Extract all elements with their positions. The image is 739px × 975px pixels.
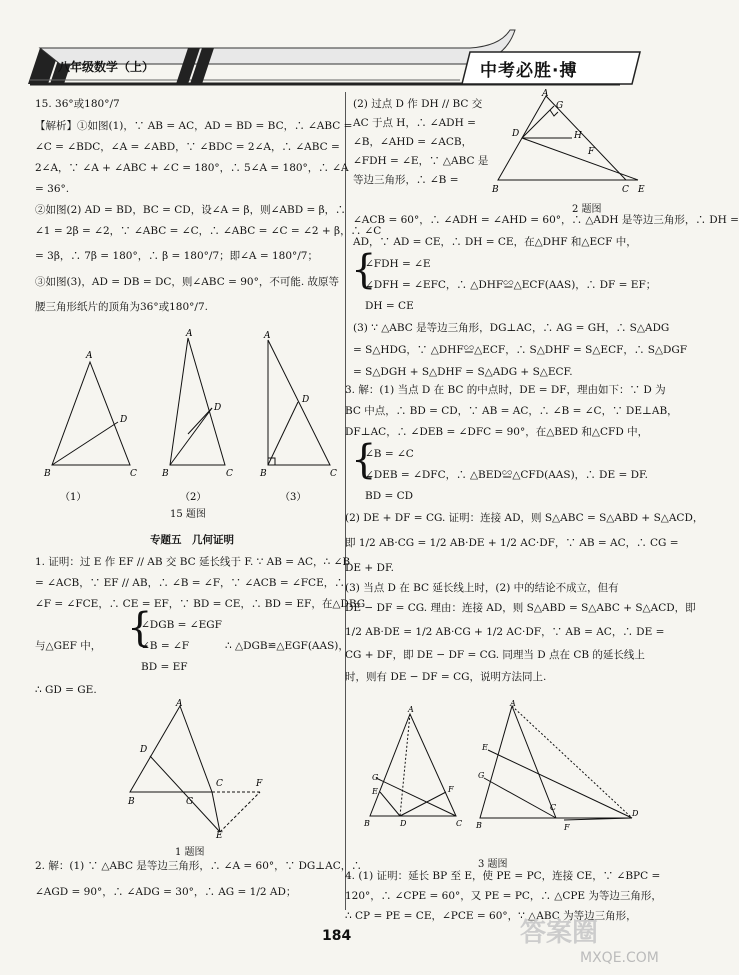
svg-text:A: A xyxy=(86,351,93,361)
text-line: = S△HDG，∵ △DHF≌△ECF，∴ S△DHF = S△ECF，∴ S△DGF xyxy=(353,344,688,356)
text-line: 1. 证明：过 E 作 EF // AB 交 BC 延长线于 F. ∵ AB = AC，∴ ∠B xyxy=(35,556,351,568)
fig1-caption: 1 题图 xyxy=(175,847,205,858)
brand-title: 中考必胜·搏 xyxy=(480,61,578,81)
text-line: ∴ △DGB≌△EGF(AAS)， xyxy=(225,640,349,652)
svg-text:E: E xyxy=(638,185,645,195)
text-line: 时，则有 DE − DF = CG，说明方法同上. xyxy=(345,671,547,683)
text-line: DH = CE xyxy=(365,300,414,312)
text-line: DE + DF. xyxy=(345,562,394,574)
svg-text:C: C xyxy=(130,469,137,479)
text-line: 2∠A，∵ ∠A + ∠ABC + ∠C = 180°，∴ 5∠A = 180°，∴ ∠A xyxy=(35,162,349,174)
figure-2 xyxy=(488,88,668,198)
fig15-label-3: （3） xyxy=(280,492,307,503)
svg-text:G: G xyxy=(372,773,379,782)
text-line: = S△DGH + S△DHF = S△ADG + S△ECF. xyxy=(353,366,573,378)
fig15-label-1: （1） xyxy=(60,492,87,503)
text-line: BD = EF xyxy=(141,661,188,673)
text-line: ∠1 = 2β = ∠2，∵ ∠ABC = ∠C，∴ ∠ABC = ∠C = ∠2 + β，∴ ∠C xyxy=(35,225,382,237)
text-line: ③如图(3)，AD = DB = DC，则∠ABC = 90°，不可能. 故原等 xyxy=(35,276,339,288)
svg-text:G: G xyxy=(186,797,194,807)
text-line: 与△GEF 中， xyxy=(35,640,102,652)
fig2-caption: 2 题图 xyxy=(572,204,602,215)
text-line: = 3β，∴ 7β = 180°，∴ β = 180°/7；即∠A = 180°/7； xyxy=(35,250,318,262)
book-title: 八年级数学（上） xyxy=(58,60,155,74)
text-line: AC 于点 H，∴ ∠ADH = xyxy=(353,117,476,129)
text-line: 即 1/2 AB·CG = 1/2 AB·DE + 1/2 AC·DF，∵ AB = AC，∴ CG = xyxy=(345,537,679,549)
svg-text:A: A xyxy=(542,89,549,99)
text-line: ∴ GD = GE. xyxy=(35,684,97,696)
text-line: CG + DF，即 DE − DF = CG. 同理当 D 点在 CB 的延长线上 xyxy=(345,649,645,661)
text-line: (3) ∵ △ABC 是等边三角形，DG⊥AC，∴ AG = GH，∴ S△ADG xyxy=(353,322,670,334)
svg-text:G: G xyxy=(478,771,485,780)
fig15-caption: 15 题图 xyxy=(170,509,206,520)
section-title: 专题五 几何证明 xyxy=(150,534,234,546)
svg-text:B: B xyxy=(44,469,51,479)
svg-text:E: E xyxy=(372,787,378,796)
svg-text:D: D xyxy=(302,395,310,405)
text-line: 【解析】①如图(1)，∵ AB = AC，AD = BD = BC，∴ ∠ABC = xyxy=(35,120,353,132)
text-line: 4. (1) 证明：延长 BP 至 E，使 PE = PC，连接 CE，∵ ∠BPC = xyxy=(345,870,661,882)
svg-text:C: C xyxy=(216,779,223,789)
text-line: ∠B，∠AHD = ∠ACB， xyxy=(353,136,473,148)
svg-text:G: G xyxy=(556,101,564,111)
svg-text:A: A xyxy=(408,705,414,714)
text-line: AD，∵ AD = CE，∴ DH = CE，在△DHF 和△ECF 中， xyxy=(353,236,637,248)
svg-text:D: D xyxy=(214,403,222,413)
figure-3 xyxy=(360,700,660,840)
svg-text:B: B xyxy=(162,469,169,479)
svg-text:E: E xyxy=(482,743,488,752)
svg-text:D: D xyxy=(140,745,148,755)
svg-text:B: B xyxy=(476,821,482,830)
svg-text:D: D xyxy=(512,129,520,139)
svg-text:D: D xyxy=(120,415,128,425)
text-line: ∠F = ∠FCE，∴ CE = EF，∵ BD = CE，∴ BD = EF，在△DBG xyxy=(35,598,366,610)
text-line: ∠FDH = ∠E，∵ △ABC 是 xyxy=(353,155,489,167)
text-line: ∴ CP = PE = CE，∠PCE = 60°，∵ △ABC 为等边三角形， xyxy=(345,910,637,922)
svg-text:B: B xyxy=(364,819,370,828)
text-line: (3) 当点 D 在 BC 延长线上时，(2) 中的结论不成立，但有 xyxy=(345,582,619,594)
text-line: ②如图(2) AD = BD，BC = CD，设∠A = β，则∠ABD = β，∴ xyxy=(35,204,346,216)
text-line: 2. 解：(1) ∵ △ABC 是等边三角形，∴ ∠A = 60°，∵ DG⊥AC，∴ xyxy=(35,860,362,872)
svg-text:C: C xyxy=(622,185,629,195)
text-line: BD = CD xyxy=(365,490,414,502)
svg-text:D: D xyxy=(632,809,639,818)
svg-text:D: D xyxy=(400,819,407,828)
text-line: BC 中点，∴ BD = CD，∵ AB = AC，∴ ∠B = ∠C，∵ DE⊥AB， xyxy=(345,405,678,417)
text-line: 腰三角形纸片的顶角为36°或180°/7. xyxy=(35,301,208,313)
text-line: ∠B = ∠C xyxy=(365,448,414,460)
text-line: ∠DGB = ∠EGF xyxy=(141,619,222,631)
text-line: 120°，∴ ∠CPE = 60°，又 PE = PC，∴ △CPE 为等边三角形， xyxy=(345,890,662,902)
svg-text:H: H xyxy=(574,131,582,141)
svg-text:A: A xyxy=(510,699,516,708)
text-line: (2) 过点 D 作 DH // BC 交 xyxy=(353,98,483,110)
svg-text:F: F xyxy=(256,779,263,789)
svg-text:C: C xyxy=(330,469,337,479)
svg-text:C: C xyxy=(550,803,557,812)
text-line: ∠FDH = ∠E xyxy=(365,258,431,270)
fig15-label-2: （2） xyxy=(180,492,207,503)
text-line: 3. 解：(1) 当点 D 在 BC 的中点时，DE = DF，理由如下：∵ D 为 xyxy=(345,384,666,396)
fig3-caption: 3 题图 xyxy=(478,859,508,870)
svg-text:A: A xyxy=(186,329,193,339)
text-line: ∠DEB = ∠DFC，∴ △BED≌△CFD(AAS)，∴ DE = DF. xyxy=(365,469,648,481)
text-line: ∠DFH = ∠EFC，∴ △DHF≌△ECF(AAS)，∴ DF = EF； xyxy=(365,279,657,291)
text-line: ∠B = ∠F xyxy=(141,640,190,652)
text-line: DE − DF = CG. 理由：连接 AD，则 S△ABD = S△ABC + S△ACD，即 xyxy=(345,602,696,614)
svg-text:A: A xyxy=(176,699,183,709)
watermark-logo: 答案圈 xyxy=(520,918,599,948)
text-line: = ∠ACB，∵ EF // AB，∴ ∠B = ∠F，∵ ∠ACB = ∠FCE，∴ xyxy=(35,577,345,589)
text-line: ∠ACB = 60°，∴ ∠ADH = ∠AHD = 60°，∴ △ADH 是等边三角形，∴ DH = xyxy=(353,214,739,226)
watermark-url: MXQE.COM xyxy=(580,950,659,966)
svg-text:B: B xyxy=(128,797,135,807)
svg-text:A: A xyxy=(264,331,271,341)
text-line: 1/2 AB·DE = 1/2 AB·CG + 1/2 AC·DF，∵ AB = AC，∴ DE = xyxy=(345,626,665,638)
text-line: ∠C = ∠BDC，∠A = ∠ABD，∵ ∠BDC = 2∠A，∴ ∠ABC = xyxy=(35,141,340,153)
text-line: DF⊥AC，∴ ∠DEB = ∠DFC = 90°，在△BED 和△CFD 中， xyxy=(345,426,649,438)
svg-text:F: F xyxy=(448,785,454,794)
problem-15-answer: 15. 36°或180°/7 xyxy=(35,98,120,110)
svg-text:C: C xyxy=(226,469,233,479)
svg-text:F: F xyxy=(588,147,595,157)
svg-text:B: B xyxy=(492,185,499,195)
page-number: 184 xyxy=(322,928,352,944)
svg-text:F: F xyxy=(564,823,570,832)
text-line: 等边三角形，∴ ∠B = xyxy=(353,174,459,186)
figure-1 xyxy=(120,700,280,840)
svg-text:C: C xyxy=(456,819,463,828)
figure-15 xyxy=(40,329,340,503)
svg-text:B: B xyxy=(260,469,267,479)
text-line: ∠AGD = 90°，∴ ∠ADG = 30°，∴ AG = 1/2 AD； xyxy=(35,886,297,898)
text-line: = 36°. xyxy=(35,183,70,195)
svg-text:E: E xyxy=(216,831,223,841)
text-line: (2) DE + DF = CG. 证明：连接 AD，则 S△ABC = S△ABD + S△ACD， xyxy=(345,512,704,524)
